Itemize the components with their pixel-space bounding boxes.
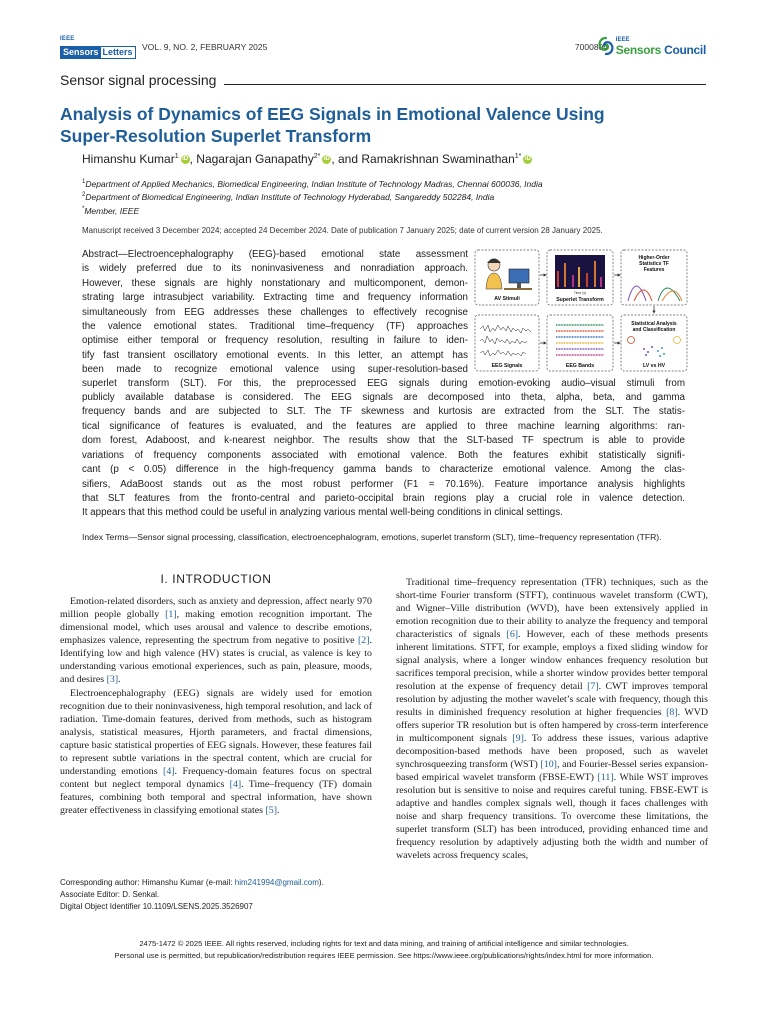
abstract-line: variations of frequency components associated with emotional valence. Both the features exhibit statistically signifi-	[82, 449, 685, 461]
affiliation-item	[82, 190, 543, 203]
sensors-letters-logo	[60, 36, 136, 60]
citation-link[interactable]: [4]	[163, 766, 175, 777]
abstract-line: sifiers, AdaBoost stands out as the most robust performer (F1 = 70.16%). Feature importance analysis highlights	[82, 478, 685, 490]
logo-sensors-text: Sensors	[63, 47, 99, 57]
paper-title	[60, 103, 700, 147]
logo-letters-text: Letters	[102, 47, 133, 57]
abstract-line: superlet transform (SLT). For this, the preprocessed EEG signals during emotion-evoking audio–visual stimuli from	[82, 377, 685, 389]
right-paragraphs	[396, 576, 708, 862]
section-category	[60, 70, 706, 88]
citation-link[interactable]: [10]	[540, 759, 557, 770]
index-terms: Index Terms—Sensor signal processing, classification, electroencephalogram, emotions, superlet transform (SLT), time–frequency representation (TFR).	[82, 532, 662, 542]
abstract-wrapped-part	[82, 248, 468, 378]
abstract-line: publicly available database is considered. The EEG signals are decomposed into theta, alpha, beta, and gamma	[82, 392, 685, 404]
citation-link[interactable]: [1]	[165, 609, 177, 620]
citation-link[interactable]: [8]	[666, 707, 678, 718]
citation-link[interactable]: [11]	[597, 772, 614, 783]
author-list	[82, 152, 532, 166]
corresponding-author	[60, 877, 372, 889]
affiliation-sup: *	[82, 205, 85, 212]
corr-prefix: Corresponding author: Himanshu Kumar (e-mail:	[60, 878, 235, 887]
body-paragraph	[60, 687, 372, 817]
affiliation-text: Department of Biomedical Engineering, Indian Institute of Technology Hyderabad, Sangareddy 502284, India	[85, 192, 495, 203]
copyright-line-2: Personal use is permitted, but republication/redistribution requires IEEE permission. See https://www.ieee.org/publications/rights/index.html for more information.	[114, 950, 654, 960]
article-number: 7000804	[574, 42, 608, 52]
section-heading: I. INTRODUCTION	[160, 572, 272, 586]
paragraph-text: . To address these issues, various adaptive decomposition-based methods have been proposed, such as wavelet synchrosqueezing transform (WST)	[396, 733, 708, 770]
abstract-line: tify fast transient oscillatory emotional events. In this letter, an attempt has	[82, 349, 468, 361]
citation-link[interactable]: [4]	[229, 779, 242, 790]
paragraph-text: Electroencephalography (EEG) signals are widely used for emotion recognition due to their noninvasiveness, high temporal resolution, and lack of radiation. Time-domain features, derived from methods, such as histogram analysis, statistical measures, Hjorth parameters, and fractal dimensions, capture basic statistical properties of EEG signals. However, these features fail to represent subtle variations in the spectral content, which are crucial for understanding emotions	[60, 688, 372, 777]
body-paragraph	[60, 595, 372, 686]
author-separator: ,	[189, 152, 197, 166]
paragraph-text: Emotion-related disorders, such as anxiety and depression, affect nearly 970 million people globally	[60, 596, 372, 620]
abstract-line: It appears that this method could be useful in analyzing various mental well-being conditions in clinical settings.	[82, 507, 563, 519]
sensors-council-logo	[596, 36, 706, 56]
orcid-icon[interactable]: iD	[323, 156, 330, 162]
abstract-line: However, these signals are highly nonstationary and multicomponent, demon-	[82, 277, 468, 289]
fig-stat-label-2: and Classification	[632, 327, 676, 333]
paragraph-text: . However, each of these methods presents inherent limitations. STFT, for example, employs a fixed sliding window for signal analysis, where a longer window enhances frequency resolution but sacrifices temporal precision, while a shorter window provides better temporal resolution at the expense of frequency detail	[396, 629, 708, 692]
abstract-line: strating large intrasubject variability. Extracting time and frequency information	[82, 292, 468, 304]
fig-time-axis-label: Time (s)	[573, 291, 587, 295]
author-name: Ramakrishnan Swaminathan	[361, 152, 515, 166]
paragraph-text: . CWT improves temporal resolution by adjusting the mother wavelet’s scale with frequency, though this results in diminished frequency resolution at higher frequencies	[396, 681, 708, 718]
paragraph-text: , making emotion recognition important. The dimensional model, which uses arousal and valence to describe emotions, emphasizes valence, representing the spectrum from negative to positive	[60, 609, 372, 646]
fig-stat-label-1: Statistical Analysis	[631, 321, 677, 327]
fig-eeg-signals-label: EEG Signals	[491, 363, 523, 369]
left-column	[60, 573, 372, 818]
fig-av-stimuli-label: AV Stimuli	[494, 296, 520, 302]
logo-ieee-text: IEEE	[60, 36, 75, 42]
paragraph-text: . Time–frequency (TF) domain features, combining both temporal and spectral information, have shown greater effectiveness in classifying emotional states	[60, 779, 372, 816]
council-swirl-icon	[596, 36, 616, 56]
issue-info: VOL. 9, NO. 2, FEBRUARY 2025	[142, 42, 268, 52]
abstract-line: simultaneously from EEG addresses these challenges to effectively recognise	[82, 306, 468, 318]
affiliation-text: Member, IEEE	[84, 205, 140, 216]
paragraph-text: , and Fourier-Bessel series expansion-based empirical wavelet transform (FBSE-EWT)	[396, 759, 709, 783]
author-separator: , and	[331, 152, 362, 166]
doi: Digital Object Identifier 10.1109/LSENS.2025.3526907	[60, 901, 253, 911]
citation-link[interactable]: [2]	[358, 635, 370, 646]
fig-hos-label-3: Features	[643, 267, 665, 273]
abstract-line: tical significance of features is evaluated, and the features are applied to three machine learning algorithms: ran-	[82, 420, 685, 432]
abstract-full-part	[82, 377, 685, 521]
council-sensors-text: Sensors	[615, 42, 662, 57]
associate-editor: Associate Editor: D. Senkal.	[60, 889, 160, 899]
body-paragraph	[396, 576, 708, 862]
left-paragraphs	[60, 595, 372, 817]
journal-header	[60, 36, 706, 58]
author-name: Nagarajan Ganapathy	[196, 152, 314, 166]
paragraph-text: . Frequency-domain features focus on spectral content but neglect temporal dynamics	[60, 766, 372, 790]
abstract-line: Abstract—Electroencephalography (EEG)-based emotional state assessment	[82, 249, 468, 260]
abstract-line: is widely preferred due to its noninvasiveness and nonradiation approach.	[82, 263, 468, 275]
affiliations	[82, 177, 543, 217]
abstract-line: frequency bands and are subjected to SLT. The TF skewness and kurtosis are extracted from the SLT. The statis-	[82, 406, 685, 418]
affiliation-item	[82, 204, 543, 217]
abstract-line: the valence emotional states. Traditional time–frequency (TF) approaches	[82, 321, 468, 333]
citation-link[interactable]: [9]	[512, 733, 524, 744]
abstract-line: optimise either temporal or frequency resolution, resulting in failure to iden-	[82, 335, 468, 347]
citation-link[interactable]: [6]	[506, 629, 519, 640]
abstract-line: been made to recognize emotional valence using super-resolution-based	[82, 364, 468, 376]
author-sup: 1	[174, 153, 179, 160]
footnote	[60, 877, 372, 912]
copyright-line-1: 2475-1472 © 2025 IEEE. All rights reserved, including rights for text and data mining, and training of artificial intelligence and similar technologies.	[139, 939, 629, 948]
citation-link[interactable]: [7]	[587, 681, 599, 692]
graphical-abstract-figure	[474, 249, 688, 373]
fig-hos-label-2: Statistics TF	[639, 261, 669, 267]
affiliation-text: Department of Applied Mechanics, Biomedical Engineering, Indian Institute of Technology Madras, Chennai 600036, India	[85, 178, 543, 189]
fig-superlet-label: Superlet Transform	[556, 297, 604, 303]
right-column	[396, 576, 708, 863]
manuscript-dates: Manuscript received 3 December 2024; accepted 24 December 2024. Date of publication 7 January 2025; date of current version 28 January 2025.	[82, 226, 603, 235]
fig-hos-label-1: Higher-Order	[638, 255, 670, 261]
author-name: Himanshu Kumar	[82, 152, 175, 166]
paragraph-text: . While WST improves resolution but is sensitive to noise and requires careful tuning. FBSE-EWT is adaptive and handles complex signals well, though it faces challenges with noise and sharp frequency transitions. To overcome these limitations, the superlet transform (SLT) has been introduced, providing enhanced time and frequency resolution by adaptively adjusting both the width and number of wavelets across frequency scales,	[396, 772, 708, 861]
paragraph-text: Traditional time–frequency representation (TFR) techniques, such as the short-time Fourier transform (STFT), continuous wavelet transform (CWT), and Wigner–Ville distribution (WVD), have been extensively applied in emotion recognition due to their ability to analyze the frequency and temporal characteristics of signals	[396, 577, 708, 640]
orcid-icon[interactable]: iD	[524, 156, 531, 162]
author-sup: 1*	[514, 153, 522, 160]
corr-suffix: ).	[318, 878, 324, 887]
council-ieee-text: IEEE	[615, 36, 630, 43]
title-line-2: Super-Resolution Superlet Transform	[60, 126, 372, 146]
section-rule	[224, 84, 706, 85]
affiliation-sup: 2	[82, 192, 86, 199]
fig-eeg-bands-label: EEG Bands	[565, 363, 595, 369]
email-link[interactable]: him241994@gmail.com	[234, 878, 319, 887]
fig-lv-hv-label: LV vs HV	[642, 363, 666, 369]
copyright-notice	[0, 938, 768, 961]
paragraph-text: .	[118, 674, 121, 685]
orcid-icon[interactable]: iD	[182, 156, 189, 162]
affiliation-item	[82, 177, 543, 190]
author-sup: 2*	[313, 153, 321, 160]
section-category-label: Sensor signal processing	[60, 72, 217, 88]
abstract-line: cant (p < 0.05) difference in the high-frequency gamma bands to characterize emotional valence. Among the clas-	[82, 464, 685, 476]
council-council-text: Council	[661, 42, 706, 57]
paragraph-text: . Identifying low and high valence (HV) states is crucial, as valence is key to understanding various emotional experiences, such as pain, pleasure, moods, and desires	[60, 635, 372, 685]
abstract-line: that SLT features from the fronto-central and parieto-occipital brain regions play a crucial role in valence detection.	[82, 492, 685, 504]
paragraph-text: .	[277, 805, 280, 816]
citation-link[interactable]: [3]	[106, 674, 119, 685]
affiliation-sup: 1	[82, 179, 86, 185]
paragraph-text: . WVD offers superior TR resolution but is often hampered by cross-term interference in multicomponent signals	[396, 707, 709, 744]
abstract-line: dom forest, Adaboost, and k-nearest neighbor. The results show that the SLT-based TF spectrum is able to provide	[82, 435, 685, 447]
title-line-1: Analysis of Dynamics of EEG Signals in Emotional Valence Using	[60, 104, 605, 124]
citation-link[interactable]: [5]	[265, 805, 277, 816]
